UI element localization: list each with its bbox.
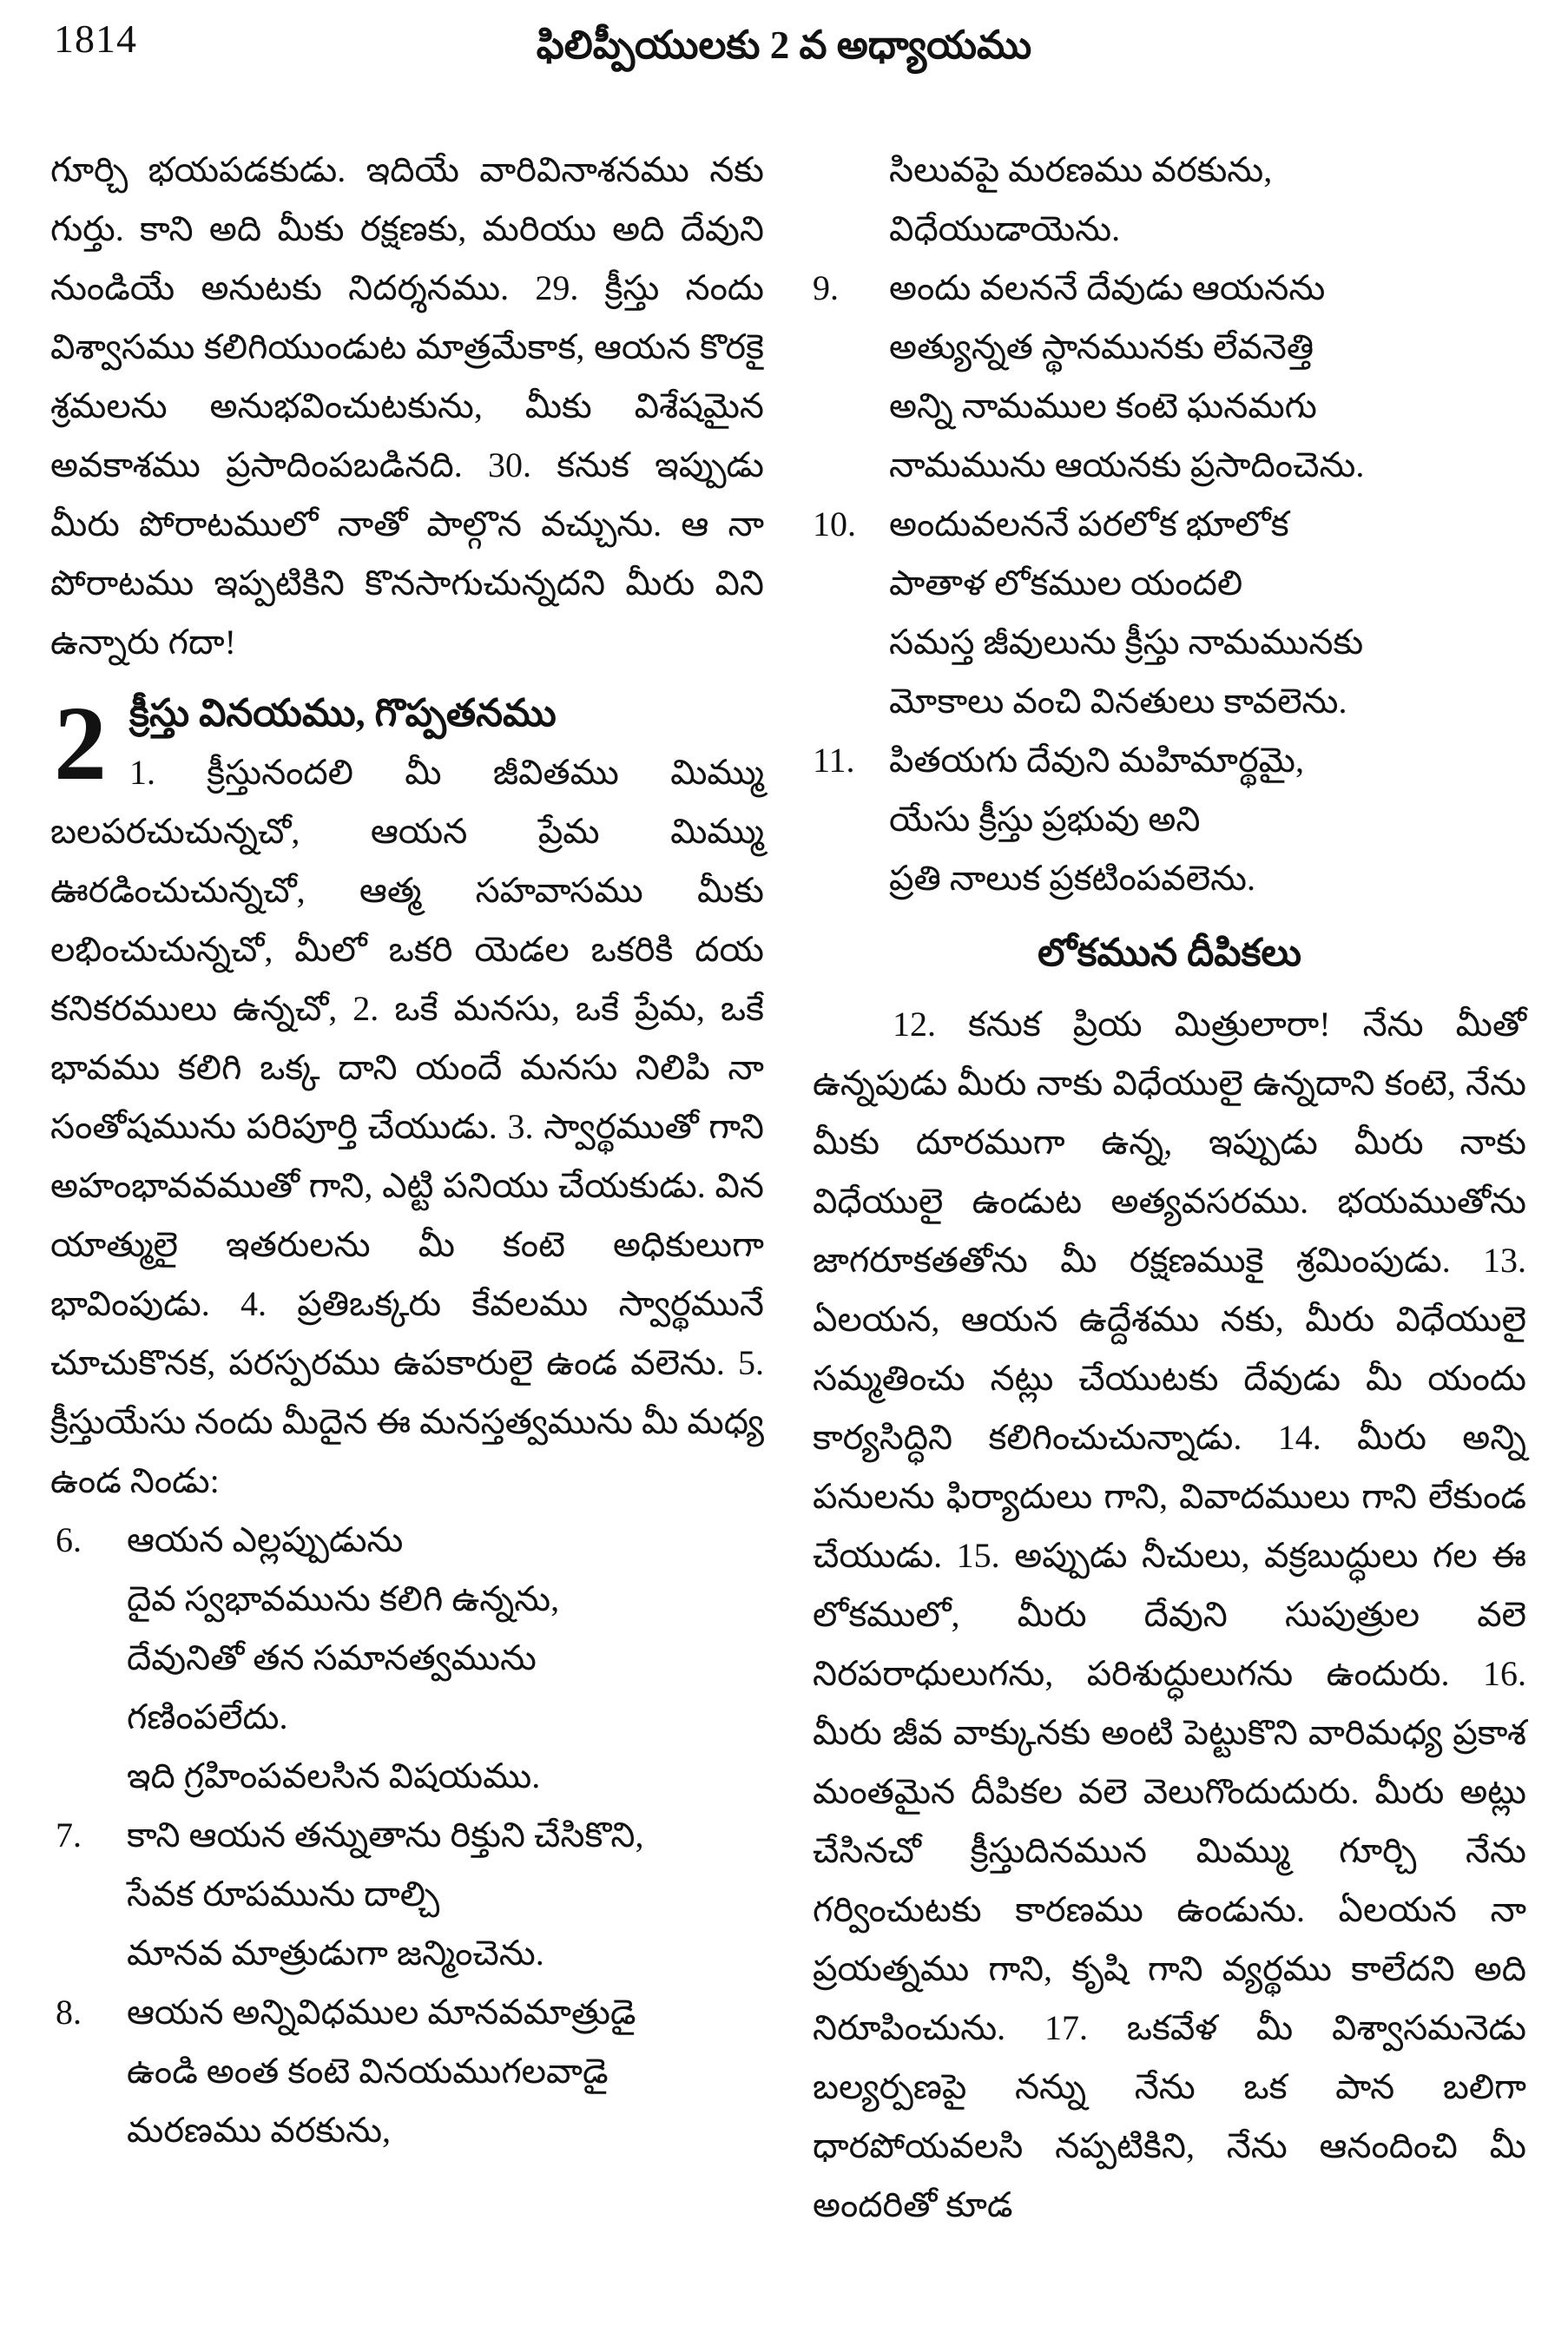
- poetry-lines: [127, 1511, 764, 1806]
- poetry-line: మరణము వరకును,: [127, 2111, 392, 2150]
- poetry-line: దైవ స్వభావమును కలిగి ఉన్నను,: [127, 1579, 560, 1618]
- verse-number: 11.: [813, 741, 855, 780]
- paragraph-verses-1-5: 1. క్రీస్తునందలి మీ జీవితము మిమ్ము బలపరచుచున్నచో, ఆయన ప్రేమ మిమ్ము ఊరడించుచున్నచో, ఆత్మ సహవాసము మీకు లభించుచున్నచో, మీలో ఒకరి యెడల ఒకరికి దయ కనికరములు ఉన్నచో, 2. ఒకే మనసు, ఒకే ప్రేమ, ఒకే భావము కలిగి ఒక్క దాని యందే మనసు నిలిపి నా సంతోషమును పరిపూర్తి చేయుడు. 3. స్వార్థముతో గాని అహంభావవముతో గాని, ఎట్టి పనియు చేయకుడు. విన యాత్ములై ఇతరులను మీ కంటె అధికులుగా భావింపుడు. 4. ప్రతిఒక్కరు కేవలము స్వార్థమునే చూచుకొనక, పరస్పరము ఉపకారులై ఉండ వలెను. 5. క్రీస్తుయేసు నందు మీదైన ఈ మనస్తత్వమును మీ మధ్య ఉండ నిండు:: [50, 753, 764, 1500]
- poetry-line: అన్ని నామముల కంటె ఘనమగు: [889, 386, 1317, 425]
- poetry-line: ఆయన అన్నివిధముల మానవమాత్రుడై: [127, 1993, 636, 2032]
- poetry-line: ప్రతి నాలుక ప్రకటింపవలెను.: [889, 859, 1255, 898]
- section-heading-lights-in-world: లోకమున దీపికలు: [1038, 932, 1301, 974]
- poetry-line: ఆయన ఎల్లప్పుడును: [127, 1520, 404, 1559]
- poetry-line: ఇది గ్రహింపవలసిన విషయము.: [127, 1756, 541, 1795]
- page-title: ఫిలిప్పీయులకు 2 వ అధ్యాయము: [536, 23, 1032, 67]
- verse-number: 8.: [56, 1993, 82, 2032]
- page-header: [0, 0, 1568, 115]
- poetry-line: పితయగు దేవుని మహిమార్థమై,: [889, 741, 1304, 780]
- poetry-lines: [889, 259, 1526, 495]
- paragraph-verses-12-17: 12. కనుక ప్రియ మిత్రులారా! నేను మీతో ఉన్నపుడు మీరు నాకు విధేయులై ఉన్నదాని కంటె, నేను మీకు దూరముగా ఉన్న, ఇప్పుడు మీరు నాకు విధేయులై ఉండుట అత్యవసరము. భయముతోను జాగరూకతతోను మీ రక్షణముకై శ్రమింపుడు. 13. ఏలయన, ఆయన ఉద్దేశము నకు, మీరు విధేయులై సమ్మతించు నట్లు చేయుటకు దేవుడు మీ యందు కార్యసిద్ధిని కలిగించుచున్నాడు. 14. మీరు అన్ని పనులను ఫిర్యాదులు గాని, వివాదములు గాని లేకుండ చేయుడు. 15. అప్పుడు నీచులు, వక్రబుద్ధులు గల ఈ లోకములో, మీరు దేవుని సుపుత్రుల వలె నిరపరాధులుగను, పరిశుద్ధులుగను ఉందురు. 16. మీరు జీవ వాక్కునకు అంటి పెట్టుకొని వారిమధ్య ప్రకాశ మంతమైన దీపికల వలె వెలుగొందుదురు. మీరు అట్లు చేసినచో క్రీస్తుదినమున మిమ్ము గూర్చి నేను గర్వించుటకు కారణము ఉండును. ఏలయన నా ప్రయత్నము గాని, కృషి గాని వ్యర్థము కాలేదని అది నిరూపించును. 17. ఒకవేళ మీ విశ్వాసమనెడు బల్యర్పణపై నన్ను నేను ఒక పాన బలిగా ధారపోయవలసి నప్పటికిని, నేను ఆనందించి మీ అందరితో కూడ: [813, 1005, 1526, 2224]
- right-column: [813, 141, 1526, 2346]
- verse-number: 10.: [813, 504, 856, 544]
- poetry-line: కాని ఆయన తన్నుతాను రిక్తుని చేసికొని,: [127, 1815, 644, 1855]
- paragraph-verses-28-30: గూర్చి భయపడకుడు. ఇదియే వారివినాశనము నకు గుర్తు. కాని అది మీకు రక్షణకు, మరియు అది దేవుని నుండియే అనుటకు నిదర్శనము. 29. క్రీస్తు నందు విశ్వాసము కలిగియుండుట మాత్రమేకాక, ఆయన కొరకై శ్రమలను అనుభవించుటకును, మీకు విశేషమైన అవకాశము ప్రసాదింపబడినది. 30. కనుక ఇప్పుడు మీరు పోరాటములో నాతో పాల్గొన వచ్చును. ఆ నా పోరాటము ఇప్పటికిని కొనసాగుచున్నదని మీరు విని ఉన్నారు గదా!: [50, 150, 764, 662]
- poetry-lines: [127, 1983, 764, 2160]
- poetry-line: విధేయుడాయెను.: [889, 209, 1121, 248]
- poetry-line: నామమును ఆయనకు ప్రసాదించెను.: [889, 445, 1365, 484]
- poetry-verse-9: [813, 259, 1526, 495]
- poetry-line: సేవక రూపమును దాల్చి: [127, 1874, 440, 1914]
- poetry-lines: [889, 731, 1526, 908]
- poetry-lines: [889, 495, 1526, 731]
- poetry-line: గణింపలేదు.: [127, 1697, 288, 1736]
- poetry-line: సమస్త జీవులును క్రీస్తు నామమునకు: [889, 623, 1364, 662]
- section-heading-christ-humility: క్రీస్తు వినయము, గొప్పతనము: [129, 692, 557, 735]
- poetry-verse-10: [813, 495, 1526, 731]
- chapter-2-block: [50, 684, 764, 1511]
- poetry-line: పాతాళ లోకముల యందలి: [889, 563, 1243, 603]
- chapter-number: 2: [54, 685, 107, 802]
- poetry-verse-8-continuation: [813, 141, 1526, 259]
- verse-number: 6.: [56, 1520, 82, 1559]
- poetry-line: అందువలననే పరలోక భూలోక: [889, 504, 1289, 544]
- poetry-line: యేసు క్రీస్తు ప్రభువు అని: [889, 800, 1201, 839]
- poetry-line: అందు వలననే దేవుడు ఆయనను: [889, 268, 1326, 307]
- left-column: [50, 141, 764, 2346]
- poetry-lines: [889, 141, 1526, 259]
- poetry-line: మానవ మాత్రుడుగా జన్మించెను.: [127, 1934, 544, 1973]
- poetry-verse-7: [50, 1806, 764, 1983]
- two-column-text: [0, 115, 1568, 2346]
- poetry-verse-6: [50, 1511, 764, 1806]
- page-number: 1814: [54, 16, 137, 61]
- poetry-line: అత్యున్నత స్థానమునకు లేవనెత్తి: [889, 327, 1314, 366]
- poetry-line: సిలువపై మరణము వరకును,: [889, 150, 1273, 189]
- poetry-line: ఉండి అంత కంటె వినయముగలవాడై: [127, 2052, 609, 2091]
- poetry-line: మోకాలు వంచి వినతులు కావలెను.: [889, 682, 1347, 721]
- poetry-line: దేవునితో తన సమానత్వమును: [127, 1638, 537, 1677]
- poetry-lines: [127, 1806, 764, 1983]
- verse-number: 7.: [56, 1815, 82, 1855]
- poetry-verse-11: [813, 731, 1526, 908]
- poetry-verse-8: [50, 1983, 764, 2160]
- verse-number: 9.: [813, 268, 839, 307]
